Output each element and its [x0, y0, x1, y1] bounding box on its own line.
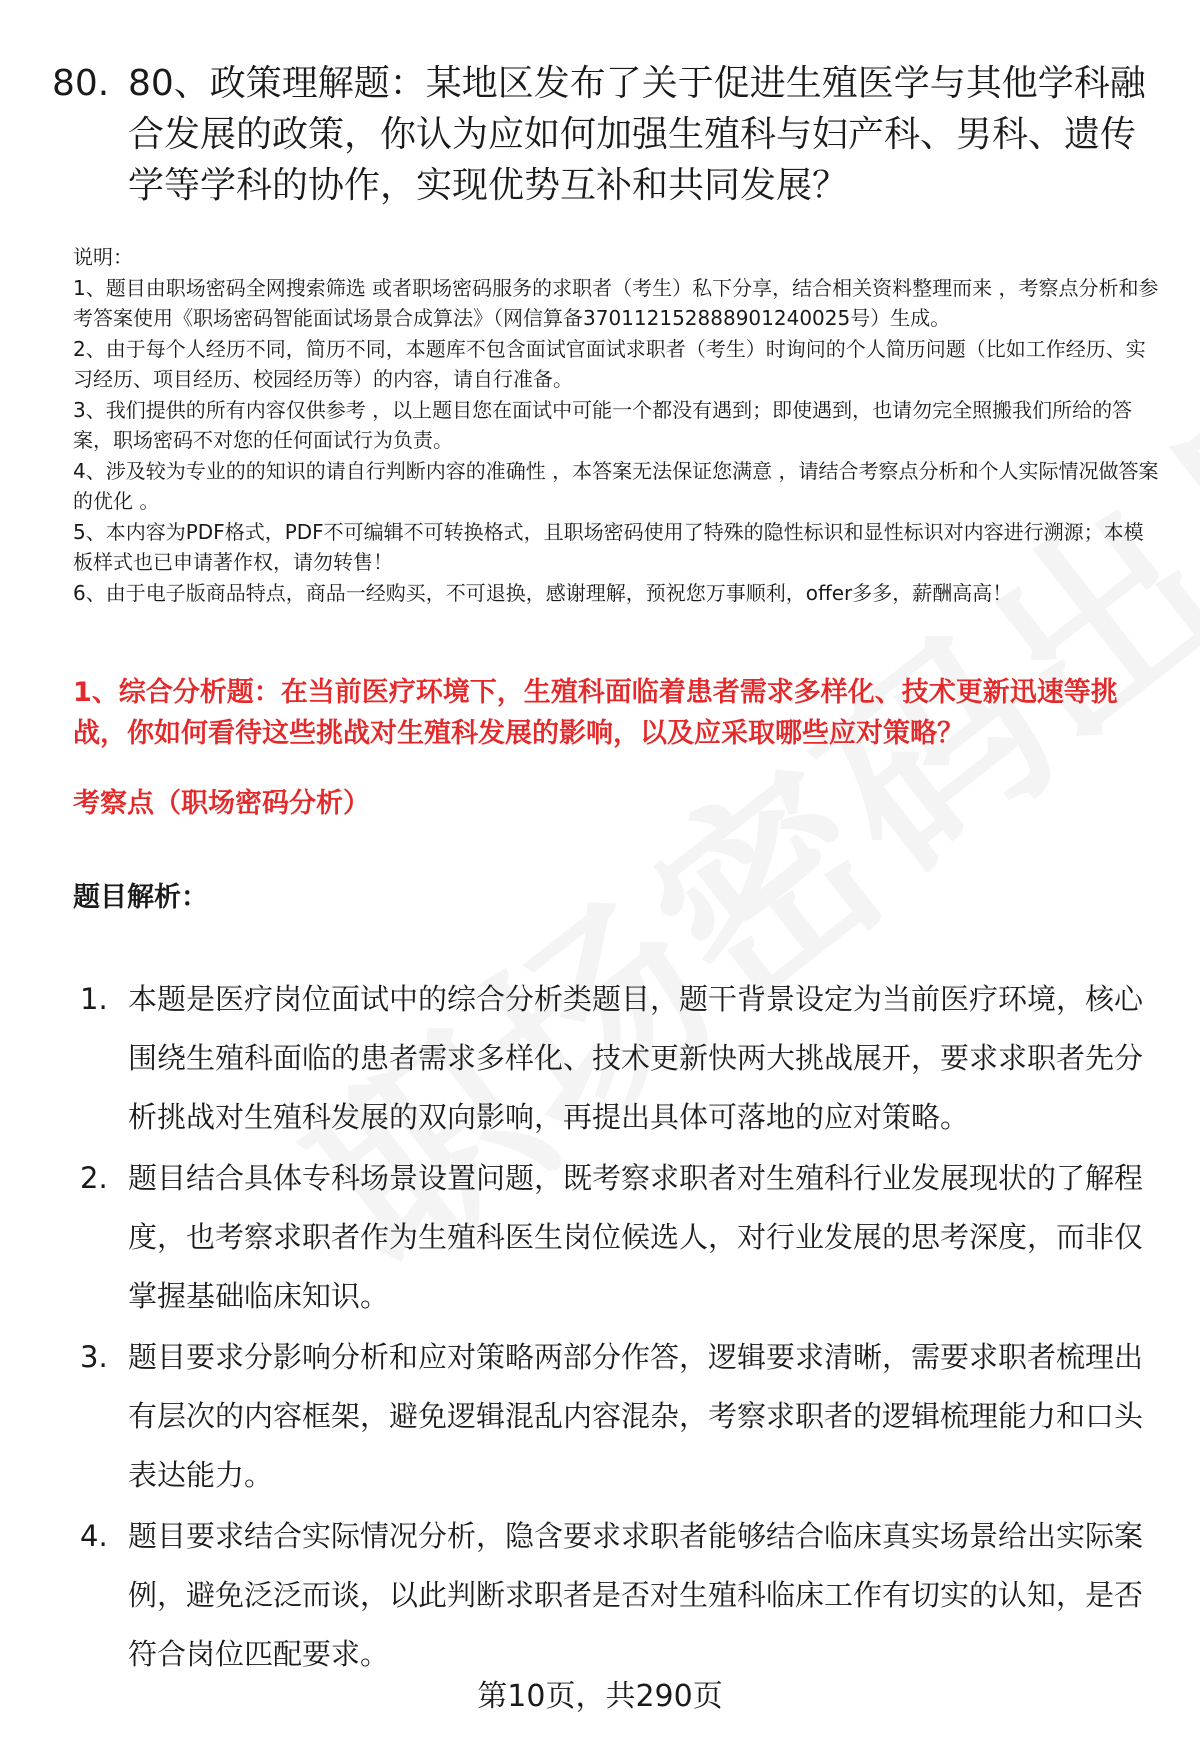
- notes-heading: 说明：: [73, 245, 133, 269]
- list-item-text: 题目要求结合实际情况分析，隐含要求求职者能够结合临床真实场景给出实际案例，避免泛泛而谈，以此判断求职者是否对生殖科临床工作有切实的认知，是否符合岗位匹配要求。: [128, 1519, 1144, 1671]
- list-item: [80, 970, 1155, 1147]
- question-number: 80.: [52, 63, 110, 104]
- note-item: 3、我们提供的所有内容仅供参考 ，以上题目您在面试中可能一个都没有遇到；即使遇到，也请勿完全照搬我们所给的答案，职场密码不对您的任何面试行为负责。: [73, 397, 1133, 452]
- list-item-index: 4.: [80, 1519, 108, 1553]
- section-heading-analysis: 题目解析：: [73, 882, 208, 913]
- analysis-list: [80, 970, 1155, 1686]
- note-item: 1、题目由职场密码全网搜索筛选 或者职场密码服务的求职者（考生）私下分享，结合相关资料整理而来 ，考察点分析和参考答案使用《职场密码智能面试场景合成算法》（网信算备370112152888901240025号）生成。: [73, 275, 1159, 330]
- list-item-text: 题目要求分影响分析和应对策略两部分作答，逻辑要求清晰，需要求职者梳理出有层次的内容框架，避免逻辑混乱内容混杂，考察求职者的逻辑梳理能力和口头表达能力。: [128, 1340, 1144, 1492]
- sub-question: 1、综合分析题：在当前医疗环境下，生殖科面临着患者需求多样化、技术更新迅速等挑战，你如何看待这些挑战对生殖科发展的影响，以及应采取哪些应对策略？: [73, 677, 1118, 749]
- list-item-index: 1.: [80, 982, 108, 1016]
- list-item-text: 本题是医疗岗位面试中的综合分析类题目，题干背景设定为当前医疗环境，核心围绕生殖科面临的患者需求多样化、技术更新快两大挑战展开，要求求职者先分析挑战对生殖科发展的双向影响，再提出具体可落地的应对策略。: [128, 982, 1144, 1134]
- page-footer: 第10页，共290页: [477, 1679, 723, 1714]
- list-item-text: 题目结合具体专科场景设置问题，既考察求职者对生殖科行业发展现状的了解程度，也考察求职者作为生殖科医生岗位候选人，对行业发展的思考深度，而非仅掌握基础临床知识。: [128, 1161, 1144, 1313]
- note-item: 5、本内容为PDF格式，PDF不可编辑不可转换格式，且职场密码使用了特殊的隐性标识和显性标识对内容进行溯源；本模板样式也已申请著作权，请勿转售！: [73, 519, 1144, 574]
- list-item: [80, 1507, 1155, 1684]
- section-heading-exam-points: 考察点（职场密码分析）: [73, 788, 370, 819]
- question-text: 80、政策理解题：某地区发布了关于促进生殖医学与其他学科融合发展的政策，你认为应如何加强生殖科与妇产科、男科、遗传学等学科的协作，实现优势互补和共同发展？: [128, 63, 1146, 206]
- question-title: [52, 58, 1162, 211]
- list-item-index: 2.: [80, 1161, 108, 1195]
- list-item-index: 3.: [80, 1340, 108, 1374]
- list-item: [80, 1149, 1155, 1326]
- note-item: 6、由于电子版商品特点，商品一经购买，不可退换，感谢理解，预祝您万事顺利，offer多多，薪酬高高！: [73, 580, 1013, 605]
- list-item: [80, 1328, 1155, 1505]
- disclaimer-notes: [73, 242, 1163, 608]
- note-item: 2、由于每个人经历不同，简历不同，本题库不包含面试官面试求职者（考生）时询问的个人简历问题（比如工作经历、实习经历、项目经历、校园经历等）的内容，请自行准备。: [73, 336, 1146, 391]
- note-item: 4、涉及较为专业的的知识的请自行判断内容的准确性 ，本答案无法保证您满意 ，请结合考察点分析和个人实际情况做答案的优化 。: [73, 458, 1159, 513]
